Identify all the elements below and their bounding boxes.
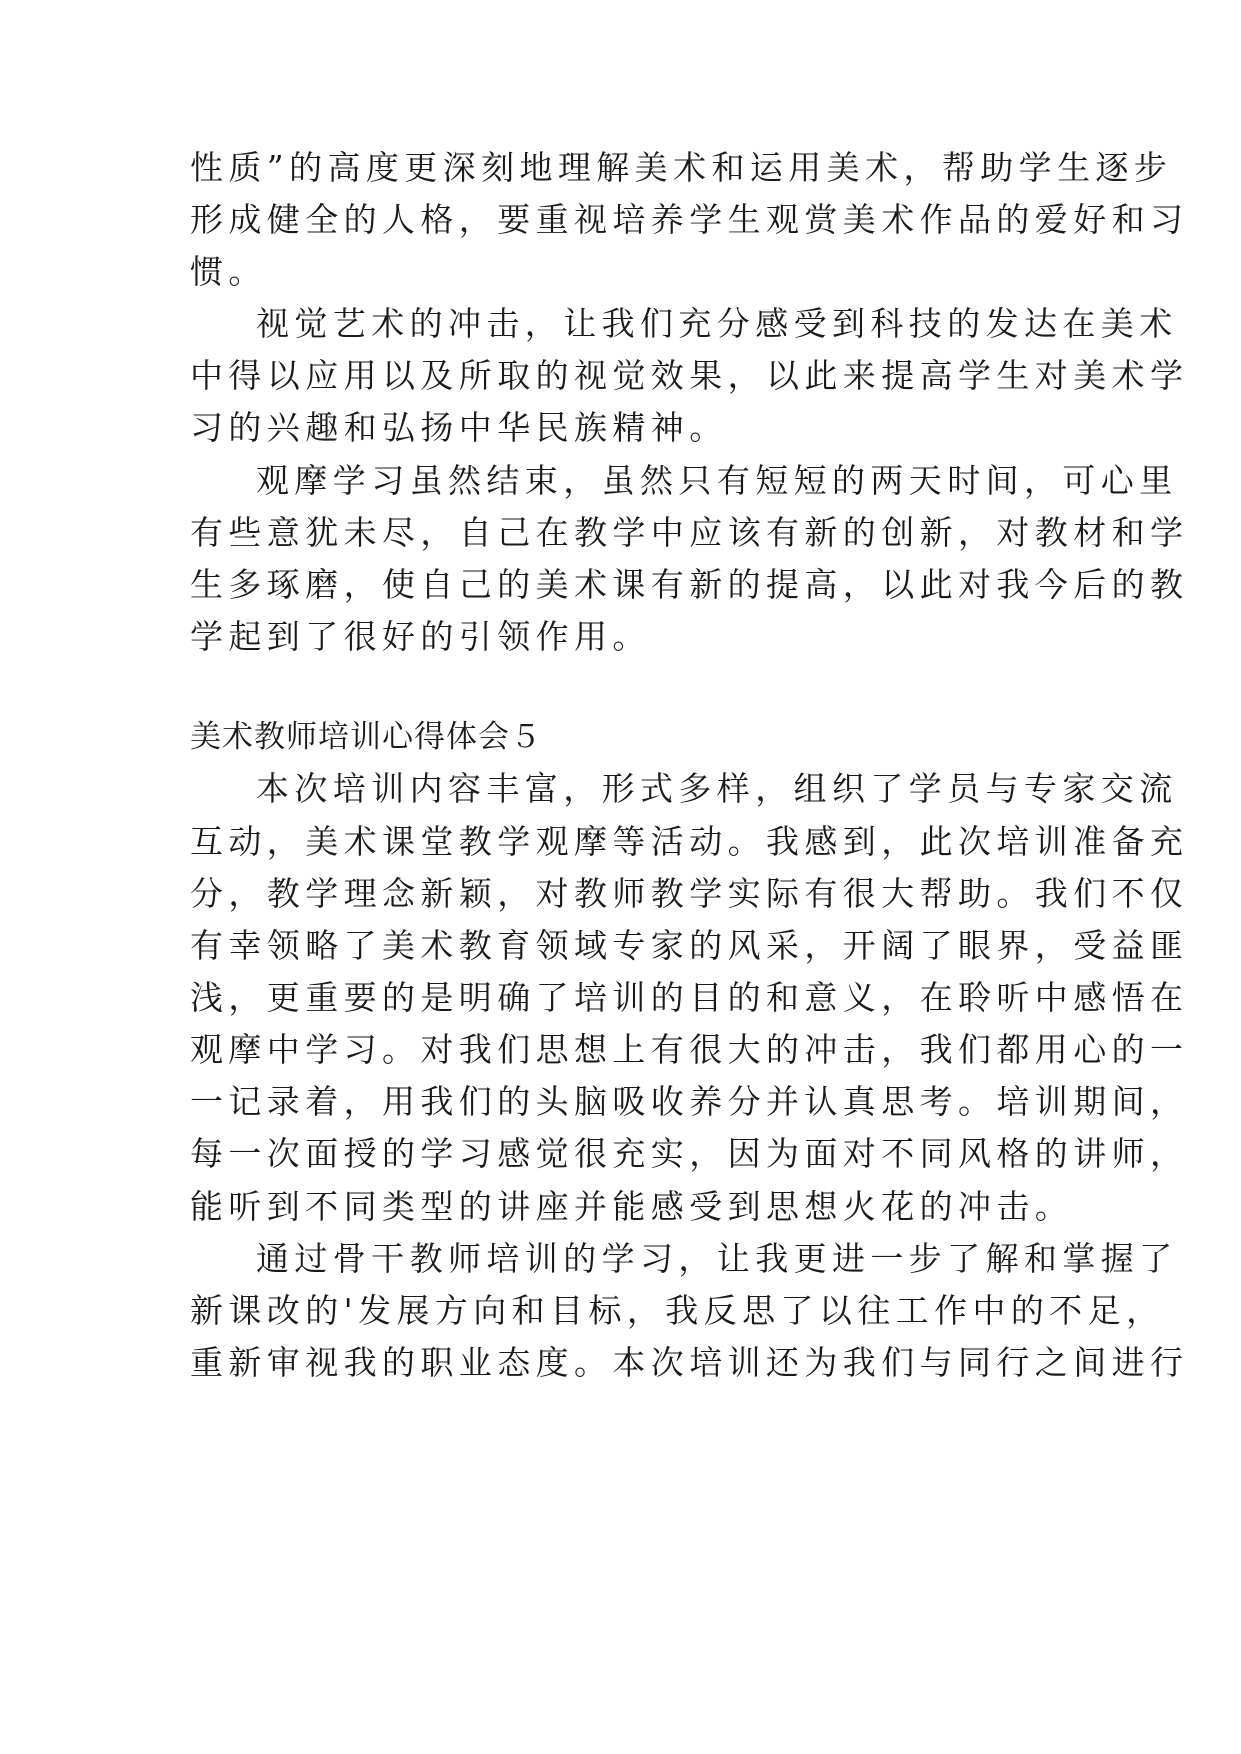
paragraph-3-line-2: 有些意犹未尽，自己在教学中应该有新的创新，对教材和学 <box>190 513 1189 552</box>
paragraph-1-line-2: 形成健全的人格，要重视培养学生观赏美术作品的爱好和习 <box>190 200 1189 239</box>
section-paragraph-1-line-5: 浅，更重要的是明确了培训的目的和意义，在聆听中感悟在 <box>190 978 1189 1017</box>
section-paragraph-1-line-6: 观摩中学习。对我们思想上有很大的冲击，我们都用心的一 <box>190 1030 1189 1069</box>
paragraph-2-line-3: 习的兴趣和弘扬中华民族精神。 <box>190 408 728 447</box>
section-paragraph-1-line-8: 每一次面授的学习感觉很充实，因为面对不同风格的讲师， <box>190 1134 1189 1173</box>
section-paragraph-1-line-7: 一记录着，用我们的头脑吸收养分并认真思考。培训期间， <box>190 1082 1189 1121</box>
paragraph-3-line-1: 观摩学习虽然结束，虽然只有短短的两天时间，可心里 <box>256 461 1178 500</box>
section-paragraph-2-line-1: 通过骨干教师培训的学习，让我更进一步了解和掌握了 <box>256 1239 1178 1278</box>
paragraph-1-line-1: 性质”的高度更深刻地理解美术和运用美术，帮助学生逐步 <box>190 148 1173 187</box>
paragraph-1-line-3: 惯。 <box>190 252 267 291</box>
paragraph-3-line-4: 学起到了很好的引领作用。 <box>190 617 651 656</box>
section-paragraph-2-line-2: 新课改的'发展方向和目标，我反思了以往工作中的不足， <box>190 1291 1165 1330</box>
section-paragraph-1-line-1: 本次培训内容丰富，形式多样，组织了学员与专家交流 <box>256 769 1178 808</box>
section-paragraph-1-line-3: 分，教学理念新颖，对教师教学实际有很大帮助。我们不仅 <box>190 874 1189 913</box>
paragraph-2-line-2: 中得以应用以及所取的视觉效果，以此来提高学生对美术学 <box>190 356 1189 395</box>
paragraph-3-line-3: 生多琢磨，使自己的美术课有新的提高，以此对我今后的教 <box>190 565 1189 604</box>
section-paragraph-1-line-4: 有幸领略了美术教育领域专家的风采，开阔了眼界，受益匪 <box>190 926 1189 965</box>
paragraph-2-line-1: 视觉艺术的冲击，让我们充分感受到科技的发达在美术 <box>256 304 1178 343</box>
section-title: 美术教师培训心得体会５ <box>190 719 542 755</box>
section-paragraph-1-line-9: 能听到不同类型的讲座并能感受到思想火花的冲击。 <box>190 1187 1074 1226</box>
section-paragraph-2-line-3: 重新审视我的职业态度。本次培训还为我们与同行之间进行 <box>190 1343 1189 1382</box>
section-paragraph-1-line-2: 互动，美术课堂教学观摩等活动。我感到，此次培训准备充 <box>190 822 1189 861</box>
